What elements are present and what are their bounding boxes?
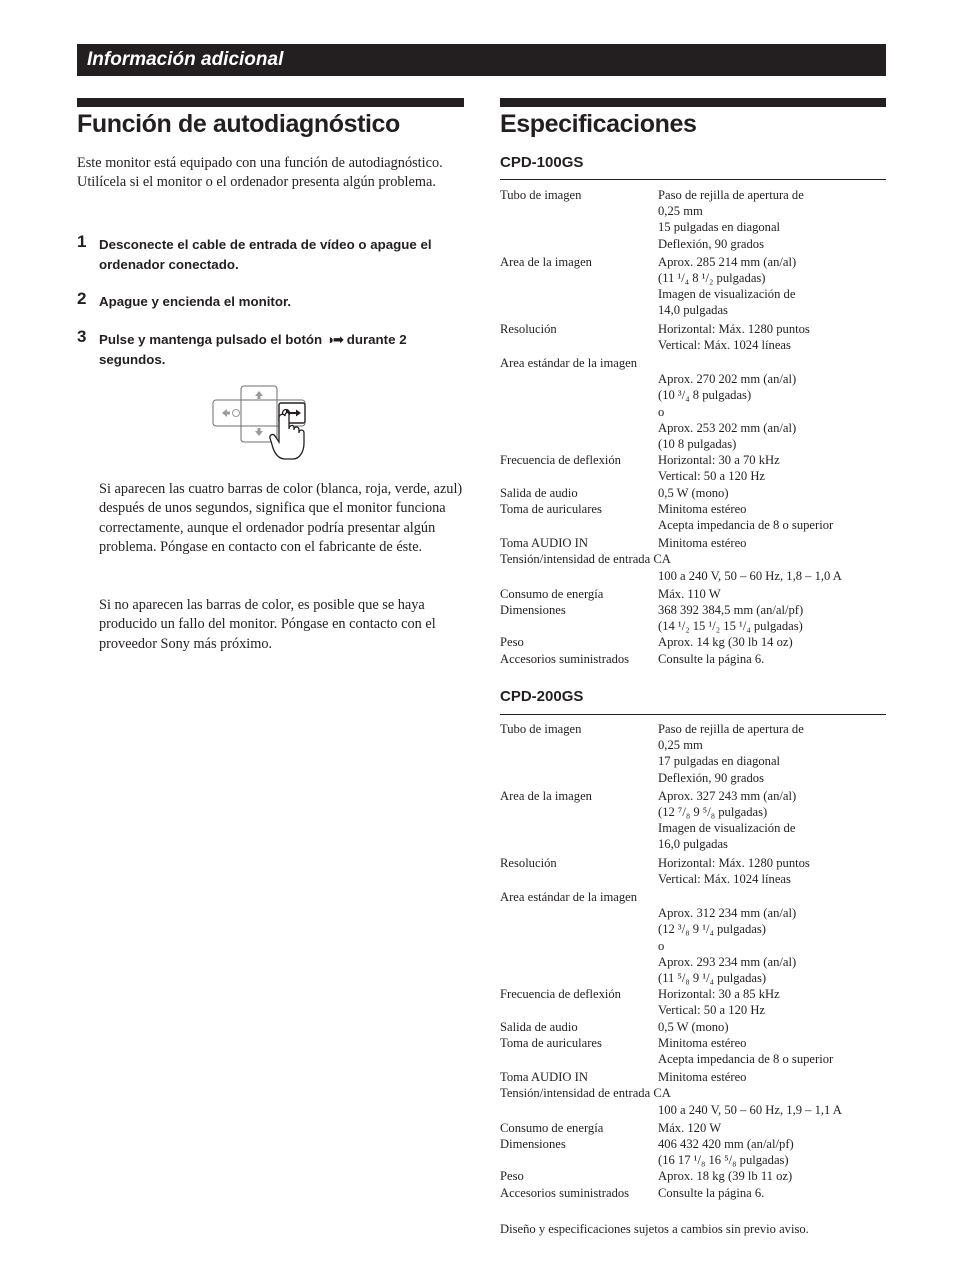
spec-label: Toma de auriculares (500, 1035, 602, 1050)
spec-value: (10 ³/₄ 8 pulgadas) (658, 388, 752, 403)
spec-label: Tubo de imagen (500, 722, 582, 736)
spec-value: (12 ³/₈ 9 ¹/₄ pulgadas) (658, 922, 766, 937)
footnote: Diseño y especificaciones sujetos a cambios sin previo aviso. (500, 1222, 809, 1236)
spec-value: Aprox. 312 234 mm (an/al) (658, 906, 797, 921)
step-number: 1 (77, 232, 87, 251)
spec-value: Aprox. 18 kg (39 lb 11 oz) (658, 1169, 793, 1184)
spec-value: Aprox. 293 234 mm (an/al) (658, 954, 797, 969)
spec-value: Aprox. 270 202 mm (an/al) (658, 372, 797, 387)
spec-row (500, 855, 886, 887)
spec-value: Máx. 120 W (658, 1120, 722, 1135)
spec-value: Deflexión, 90 grados (658, 236, 764, 251)
spec-value: 0,5 W (mono) (658, 1019, 729, 1034)
spec-value: Aprox. 253 202 mm (an/al) (658, 420, 797, 435)
model-rule (500, 714, 886, 715)
step-text: Desconecte el cable de entrada de vídeo o apague el ordenador conectado. (99, 237, 432, 272)
intro-paragraph: Este monitor está equipado con una función de autodiagnóstico. Utilícela si el monitor o el ordenador presenta algún problema. (77, 155, 443, 191)
spec-label: Accesorios suministrados (500, 1185, 630, 1200)
spec-value: 100 a 240 V, 50 – 60 Hz, 1,9 – 1,1 A (658, 1102, 842, 1117)
spec-value: Paso de rejilla de apertura de (658, 188, 804, 202)
spec-label: Dimensiones (500, 1137, 566, 1152)
spec-value: Minitoma estéreo (658, 536, 747, 551)
spec-row (500, 485, 886, 501)
spec-row (500, 586, 886, 602)
section-rule (77, 98, 464, 107)
spec-value: Vertical: 50 a 120 Hz (658, 469, 766, 484)
spec-label: Salida de audio (500, 1019, 578, 1034)
spec-label: Area de la imagen (500, 788, 592, 803)
spec-label: Area de la imagen (500, 254, 592, 269)
spec-value: Acepta impedancia de 8 o superior (658, 1052, 834, 1067)
spec-row (500, 254, 886, 319)
spec-value: 0,25 mm (658, 738, 703, 753)
result-ok-paragraph: Si aparecen las cuatro barras de color (blanca, roja, verde, azul) después de unos segundos, significa que el monitor funciona correctamente, aunque el ordenador podría presentar algún problema. Póngase en contacto con el fabricante de éste. (99, 481, 463, 555)
spec-label: Salida de audio (500, 485, 578, 500)
result-fail-paragraph: Si no aparecen las barras de color, es posible que se haya producido un fallo del monitor. Póngase en contacto con el proveedor Sony más próximo. (99, 597, 436, 652)
spec-label: Dimensiones (500, 603, 566, 618)
step-3 (77, 327, 464, 370)
model-rule (500, 179, 886, 180)
spec-value: Horizontal: Máx. 1280 puntos (658, 855, 810, 870)
self-diagnosis-section (77, 98, 464, 652)
spec-row (500, 651, 886, 667)
spec-label: Resolución (500, 855, 557, 870)
spec-value: Vertical: Máx. 1024 líneas (658, 337, 791, 352)
hand-pressing-button-icon (211, 385, 311, 461)
spec-label: Area estándar de la imagen (500, 890, 638, 905)
spec-value: Minitoma estéreo (658, 1070, 747, 1085)
spec-label: Peso (500, 1169, 524, 1184)
section-header (77, 44, 886, 76)
step-number: 3 (77, 327, 87, 346)
spec-row (500, 986, 886, 1018)
spec-value: Aprox. 14 kg (30 lb 14 oz) (658, 635, 793, 650)
spec-row (500, 602, 886, 634)
spec-label: Tubo de imagen (500, 188, 582, 202)
spec-row (500, 187, 886, 252)
section-header-title: Información adicional (87, 49, 284, 70)
spec-label: Toma AUDIO IN (500, 536, 588, 551)
spec-value: 406 432 420 mm (an/al/pf) (658, 1137, 794, 1152)
spec-value: Vertical: 50 a 120 Hz (658, 1003, 766, 1018)
spec-value: (12 ⁷/₈ 9 ⁵/₈ pulgadas) (658, 805, 768, 820)
spec-value: Paso de rejilla de apertura de (658, 722, 804, 736)
model-heading: CPD-200GS (500, 688, 584, 705)
spec-row (500, 1069, 886, 1085)
spec-value: 15 pulgadas en diagonal (658, 220, 781, 235)
spec-value: (11 ⁵/₈ 9 ¹/₄ pulgadas) (658, 971, 767, 986)
step-number: 2 (77, 289, 87, 308)
section-rule (500, 98, 886, 107)
spec-value: Vertical: Máx. 1024 líneas (658, 871, 791, 886)
spec-value: (10 8 pulgadas) (658, 437, 737, 452)
spec-label: Frecuencia de deflexión (500, 453, 621, 468)
spec-label: Toma de auriculares (500, 501, 602, 516)
spec-value: 17 pulgadas en diagonal (658, 754, 781, 769)
spec-row (500, 1035, 886, 1067)
spec-value: 16,0 pulgadas (658, 837, 728, 852)
spec-row (500, 452, 886, 484)
model-heading: CPD-100GS (500, 154, 584, 171)
spec-row (500, 889, 886, 986)
spec-row (500, 551, 886, 583)
spec-value: (11 ¹/₄ 8 ¹/₂ pulgadas) (658, 271, 766, 286)
specifications-section (500, 98, 886, 1236)
spec-value: Acepta impedancia de 8 o superior (658, 518, 834, 533)
spec-row (500, 501, 886, 533)
spec-value: 14,0 pulgadas (658, 303, 728, 318)
spec-value: 100 a 240 V, 50 – 60 Hz, 1,8 – 1,0 A (658, 568, 842, 583)
self-diagnosis-title: Función de autodiagnóstico (77, 110, 400, 138)
spec-row (500, 788, 886, 853)
step-text: Pulse y mantenga pulsado el botón ◑➡ durante 2 segundos. (99, 332, 407, 367)
specifications-title: Especificaciones (500, 110, 697, 138)
spec-value: Máx. 110 W (658, 586, 721, 601)
spec-value: Aprox. 327 243 mm (an/al) (658, 788, 797, 803)
spec-label: Tensión/intensidad de entrada CA (500, 1086, 671, 1101)
spec-label: Consumo de energía (500, 1120, 604, 1135)
spec-label: Toma AUDIO IN (500, 1070, 588, 1085)
spec-row (500, 721, 886, 786)
spec-value: (16 17 ¹/₈ 16 ⁵/₈ pulgadas) (658, 1153, 789, 1168)
spec-value: (14 ¹/₂ 15 ¹/₂ 15 ¹/₄ pulgadas) (658, 619, 803, 634)
spec-label: Tensión/intensidad de entrada CA (500, 552, 671, 567)
spec-list (500, 721, 886, 1201)
spec-label: Accesorios suministrados (500, 651, 630, 666)
step-text: Apague y encienda el monitor. (99, 294, 292, 309)
spec-value: o (658, 938, 665, 953)
spec-row (500, 1185, 886, 1201)
step-1 (77, 232, 464, 275)
spec-row (500, 1120, 886, 1136)
spec-value: Horizontal: Máx. 1280 puntos (658, 321, 810, 336)
spec-value: Minitoma estéreo (658, 1035, 747, 1050)
spec-value: 0,5 W (mono) (658, 485, 729, 500)
spec-value: Imagen de visualización de (658, 287, 796, 302)
spec-row (500, 1168, 886, 1184)
spec-row (500, 1085, 886, 1117)
spec-value: Imagen de visualización de (658, 821, 796, 836)
spec-value: Deflexión, 90 grados (658, 770, 764, 785)
spec-label: Frecuencia de deflexión (500, 987, 621, 1002)
spec-value: 368 392 384,5 mm (an/al/pf) (658, 603, 804, 618)
spec-value: Minitoma estéreo (658, 501, 747, 516)
spec-label: Resolución (500, 321, 557, 336)
spec-row (500, 1136, 886, 1168)
spec-value: Consulte la página 6. (658, 1185, 765, 1200)
spec-value: Aprox. 285 214 mm (an/al) (658, 254, 797, 269)
spec-value: 0,25 mm (658, 204, 703, 219)
spec-row (500, 1019, 886, 1035)
degauss-button-symbol: ◑➡ (325, 332, 344, 347)
spec-value: Consulte la página 6. (658, 651, 765, 666)
spec-value: Horizontal: 30 a 70 kHz (658, 453, 780, 468)
step-2 (77, 289, 464, 312)
spec-value: Horizontal: 30 a 85 kHz (658, 987, 780, 1002)
spec-row (500, 535, 886, 551)
spec-row (500, 634, 886, 650)
spec-row (500, 355, 886, 452)
spec-row (500, 321, 886, 353)
spec-list (500, 187, 886, 667)
spec-label: Consumo de energía (500, 586, 604, 601)
spec-label: Peso (500, 635, 524, 650)
spec-value: o (658, 404, 665, 419)
spec-label: Area estándar de la imagen (500, 356, 638, 371)
